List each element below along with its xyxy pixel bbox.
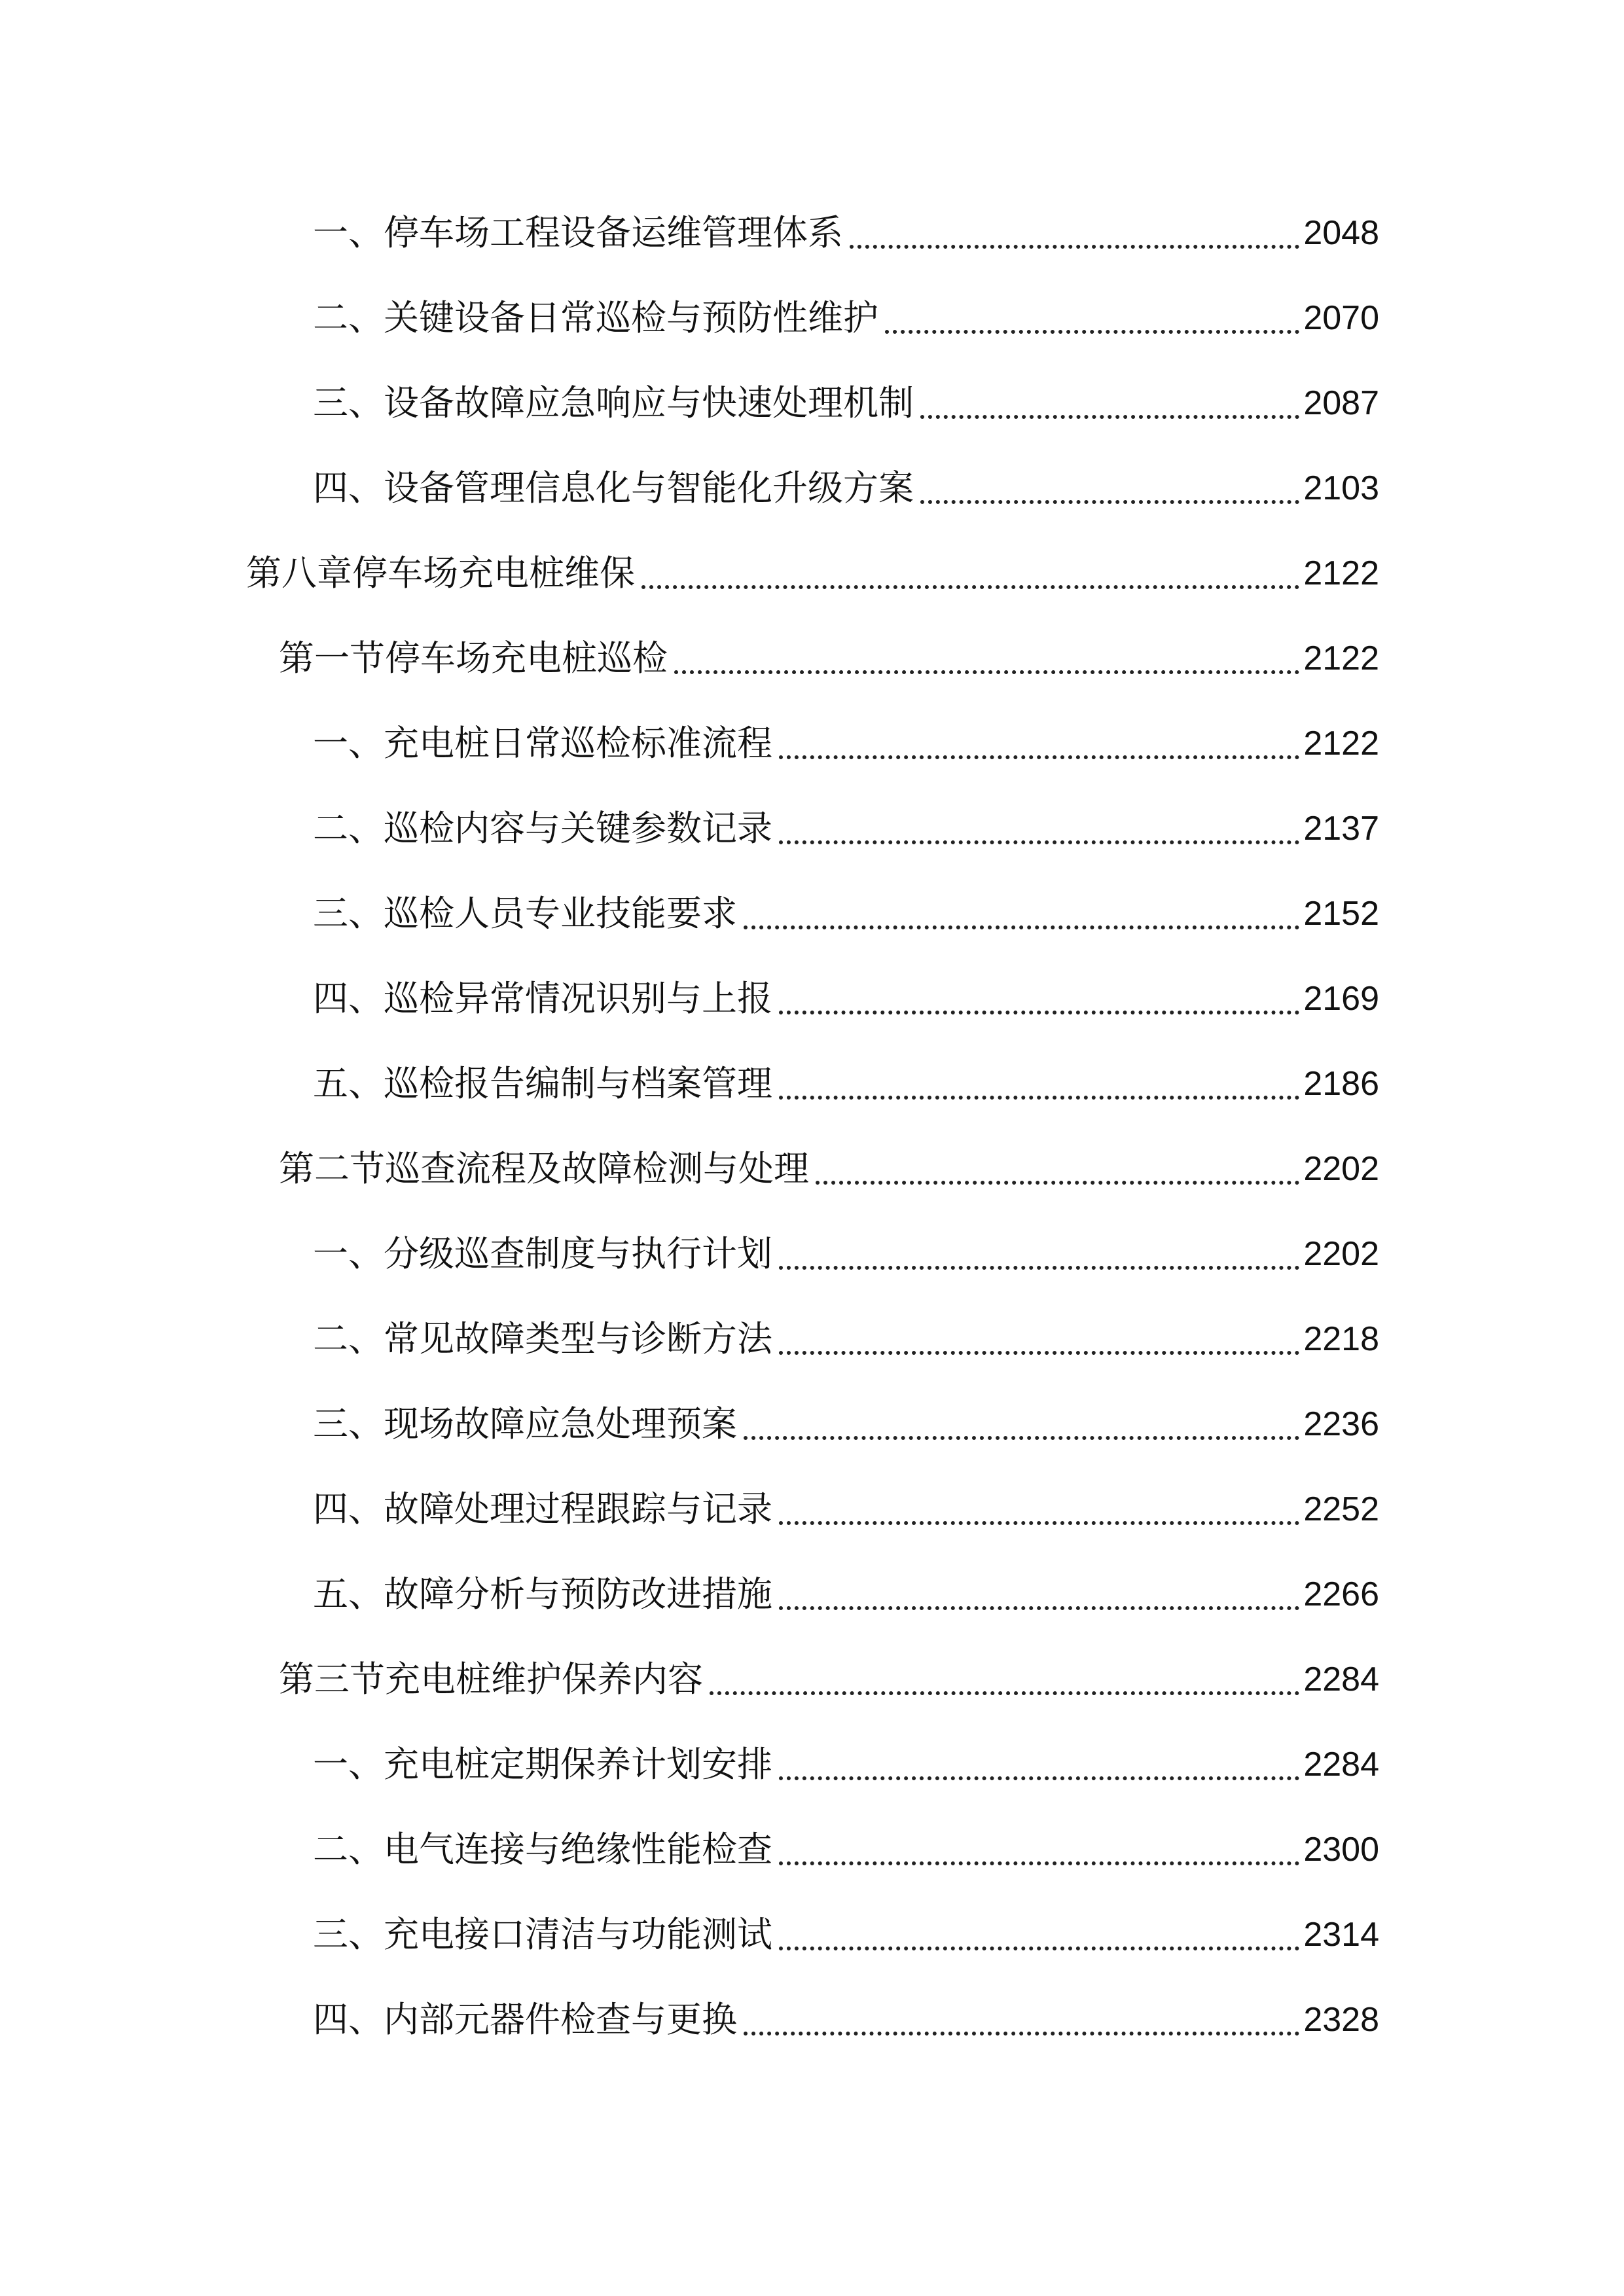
toc-entry[interactable] (313, 462, 1379, 514)
toc-entry-page: 2300 (1303, 1831, 1379, 1869)
toc-entry-title: 三、巡检人员专业技能要求 (313, 893, 737, 934)
toc-entry-title: 第八章停车场充电桩维保 (246, 552, 635, 594)
toc-entry[interactable] (313, 1909, 1379, 1961)
toc-entry[interactable] (313, 1823, 1379, 1876)
toc-entry-title: 五、故障分析与预防改进措施 (313, 1573, 772, 1615)
dot-leader (779, 1776, 1299, 1780)
toc-entry-page: 2186 (1303, 1065, 1379, 1103)
toc-entry-page: 2169 (1303, 980, 1379, 1018)
dot-leader (779, 1351, 1299, 1355)
toc-entry-title: 二、电气连接与绝缘性能检查 (313, 1829, 772, 1870)
dot-leader (641, 585, 1299, 589)
toc-entry-title: 一、充电桩日常巡检标准流程 (313, 723, 772, 764)
toc-entry-page: 2103 (1303, 469, 1379, 507)
toc-entry-page: 2137 (1303, 810, 1379, 848)
toc-entry-page: 2122 (1303, 725, 1379, 762)
toc-entry-page: 2152 (1303, 895, 1379, 933)
toc-entry-title: 一、停车场工程设备运维管理体系 (313, 212, 843, 253)
dot-leader (885, 330, 1299, 334)
toc-entry-page: 2252 (1303, 1490, 1379, 1528)
toc-entry[interactable] (313, 888, 1379, 940)
toc-entry-title: 四、巡检异常情况识别与上报 (313, 978, 772, 1019)
dot-leader (744, 1436, 1299, 1440)
toc-entry-page: 2087 (1303, 384, 1379, 422)
toc-entry-page: 2236 (1303, 1405, 1379, 1443)
toc-entry-title: 二、关键设备日常巡检与预防性维护 (313, 297, 878, 338)
toc-entry-page: 2266 (1303, 1575, 1379, 1613)
toc-entry-title: 四、内部元器件检查与更换 (313, 1999, 737, 2040)
toc-entry-title: 第一节停车场充电桩巡检 (279, 637, 668, 679)
toc-entry-page: 2284 (1303, 1746, 1379, 1784)
toc-entry[interactable] (313, 717, 1379, 770)
toc-entry-title: 第二节巡查流程及故障检测与处理 (279, 1148, 809, 1189)
toc-entry[interactable] (313, 207, 1379, 259)
toc-entry-title: 一、分级巡查制度与执行计划 (313, 1233, 772, 1274)
dot-leader (779, 1861, 1299, 1865)
toc-entry-page: 2070 (1303, 299, 1379, 337)
toc-entry-title: 三、充电接口清洁与功能测试 (313, 1914, 772, 1955)
dot-leader (779, 1521, 1299, 1525)
toc-entry-page: 2328 (1303, 2001, 1379, 2039)
dot-leader (744, 925, 1299, 929)
toc-entry-title: 四、设备管理信息化与智能化升级方案 (313, 467, 914, 509)
toc-entry[interactable] (313, 1483, 1379, 1535)
dot-leader (710, 1691, 1299, 1695)
dot-leader (779, 1011, 1299, 1014)
toc-entry-section[interactable] (279, 1653, 1379, 1706)
toc-entry-title: 第三节充电桩维护保养内容 (279, 1659, 703, 1700)
toc-entry-page: 2314 (1303, 1916, 1379, 1954)
toc-entry-title: 四、故障处理过程跟踪与记录 (313, 1488, 772, 1530)
toc-entry-section[interactable] (279, 632, 1379, 685)
dot-leader (779, 840, 1299, 844)
toc-entry-page: 2202 (1303, 1235, 1379, 1273)
toc-entry[interactable] (313, 377, 1379, 429)
toc-entry-title: 二、常见故障类型与诊断方法 (313, 1318, 772, 1359)
toc-entry[interactable] (313, 1738, 1379, 1791)
dot-leader (920, 500, 1299, 504)
toc-entry-page: 2122 (1303, 639, 1379, 677)
toc-entry[interactable] (313, 802, 1379, 855)
toc-entry-title: 三、设备故障应急响应与快速处理机制 (313, 382, 914, 423)
toc-entry-page: 2122 (1303, 554, 1379, 592)
toc-entry-chapter[interactable] (246, 547, 1379, 600)
dot-leader (920, 415, 1299, 419)
toc-entry[interactable] (313, 973, 1379, 1025)
toc-entry-section[interactable] (279, 1143, 1379, 1195)
toc-entry-title: 二、巡检内容与关键参数记录 (313, 808, 772, 849)
toc-entry-title: 三、现场故障应急处理预案 (313, 1403, 737, 1444)
dot-leader (779, 1606, 1299, 1610)
toc-entry-title: 一、充电桩定期保养计划安排 (313, 1744, 772, 1785)
dot-leader (816, 1181, 1299, 1185)
toc-entry-title: 五、巡检报告编制与档案管理 (313, 1063, 772, 1104)
dot-leader (779, 1266, 1299, 1270)
toc-entry[interactable] (313, 1994, 1379, 2046)
dot-leader (779, 755, 1299, 759)
toc-entry[interactable] (313, 1058, 1379, 1110)
toc-entry[interactable] (313, 292, 1379, 344)
toc-entry[interactable] (313, 1398, 1379, 1450)
toc-entry[interactable] (313, 1568, 1379, 1621)
toc-entry-page: 2218 (1303, 1320, 1379, 1358)
dot-leader (779, 1946, 1299, 1950)
toc-entry-page: 2202 (1303, 1150, 1379, 1188)
toc-entry-page: 2048 (1303, 214, 1379, 252)
toc-entry[interactable] (313, 1228, 1379, 1280)
dot-leader (779, 1096, 1299, 1100)
dot-leader (850, 245, 1299, 249)
toc-entry[interactable] (313, 1313, 1379, 1365)
toc-entry-page: 2284 (1303, 1660, 1379, 1698)
dot-leader (744, 2032, 1299, 2036)
dot-leader (674, 670, 1299, 674)
